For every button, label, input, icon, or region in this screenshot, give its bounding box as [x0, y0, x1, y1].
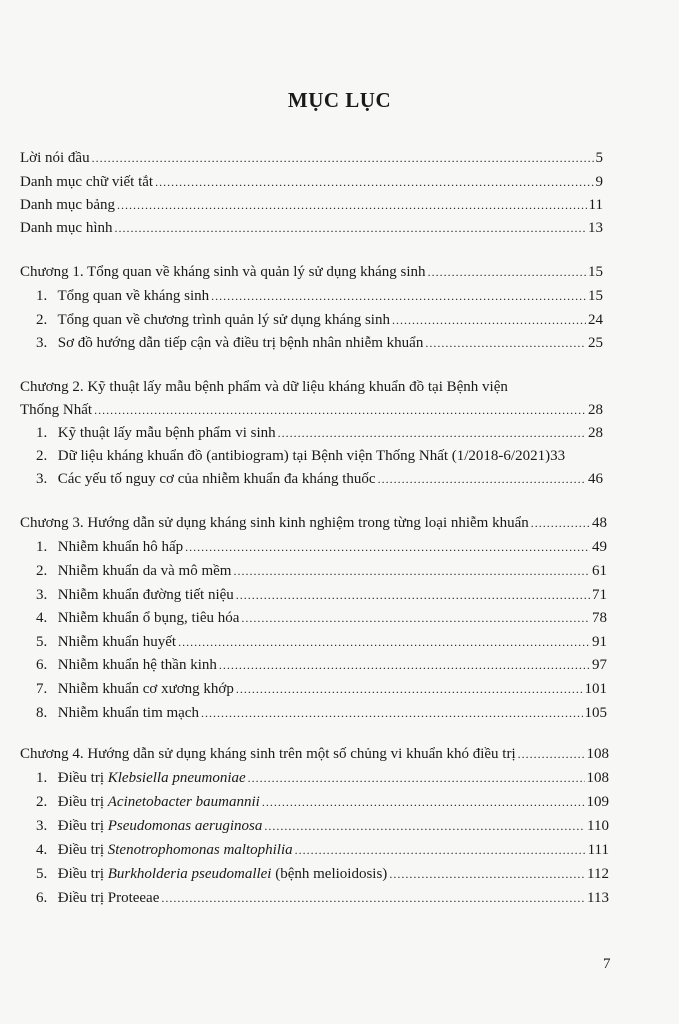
leader-dots — [278, 423, 586, 443]
item-number: 5. — [36, 866, 48, 882]
toc-label-prefix: Điều trị — [57, 866, 104, 882]
leader-dots — [531, 513, 590, 533]
item-number: 2. — [36, 448, 48, 464]
leader-dots — [211, 286, 586, 306]
toc-label: Danh mục chữ viết tắt — [20, 174, 154, 190]
toc-page: 33 — [550, 448, 566, 464]
toc-page: 15 — [588, 264, 603, 280]
toc-entry-ch4-3[interactable] — [36, 816, 609, 836]
toc-page: 110 — [587, 818, 609, 834]
toc-label-species: Acinetobacter baumannii — [107, 794, 260, 810]
toc-label: Dữ liệu kháng khuẩn đồ (antibiogram) tại Bệnh viện Thống Nhất (1/2018-6/2021) — [57, 448, 551, 464]
toc-label: Chương 1. Tổng quan về kháng sinh và quản lý sử dụng kháng sinh — [20, 264, 426, 280]
leader-dots — [241, 608, 590, 628]
toc-label: Nhiễm khuẩn hệ thần kinh — [57, 657, 217, 673]
toc-page: 11 — [588, 197, 603, 213]
toc-page: 101 — [584, 681, 607, 697]
toc-label: Tổng quan về kháng sinh — [57, 288, 210, 304]
toc-page: 5 — [595, 150, 603, 166]
toc-page: 113 — [587, 890, 609, 906]
toc-label-suffix: (bệnh melioidosis) — [275, 866, 388, 882]
item-number: 3. — [36, 335, 48, 351]
toc-label-prefix: Điều trị — [57, 842, 104, 858]
item-number: 2. — [36, 563, 48, 579]
toc-entry-front-1[interactable] — [20, 148, 603, 168]
toc-entry-front-2[interactable] — [20, 172, 603, 192]
toc-page: 28 — [588, 402, 603, 418]
toc-label: Thống Nhất — [20, 402, 93, 418]
toc-label: Nhiễm khuẩn da và mô mềm — [57, 563, 232, 579]
toc-entry-ch3-4[interactable] — [36, 608, 607, 628]
item-number: 3. — [36, 471, 48, 487]
toc-label: Sơ đồ hướng dẫn tiếp cận và điều trị bệnh nhân nhiễm khuẩn — [57, 335, 424, 351]
toc-label-prefix: Điều trị — [57, 794, 104, 810]
toc-chapter-1[interactable] — [20, 262, 603, 282]
toc-page: 111 — [587, 842, 609, 858]
toc-page: 28 — [588, 425, 603, 441]
toc-page: 25 — [588, 335, 603, 351]
toc-entry-ch1-1[interactable] — [36, 286, 603, 306]
leader-dots — [236, 679, 583, 699]
toc-page: 61 — [592, 563, 607, 579]
leader-dots — [219, 655, 590, 675]
toc-chapter-2-line1[interactable]: Chương 2. Kỹ thuật lấy mẫu bệnh phẩm và dữ liệu kháng khuẩn đồ tại Bệnh viện — [20, 379, 508, 395]
toc-entry-ch1-2[interactable] — [36, 310, 603, 330]
item-number: 1. — [36, 425, 48, 441]
toc-entry-ch4-5[interactable] — [36, 864, 609, 884]
leader-dots — [425, 333, 586, 353]
toc-label: Chương 3. Hướng dẫn sử dụng kháng sinh kinh nghiệm trong từng loại nhiễm khuẩn — [20, 515, 529, 531]
toc-entry-ch1-3[interactable] — [36, 333, 603, 353]
toc-chapter-2[interactable] — [20, 400, 603, 420]
toc-page: 78 — [592, 610, 607, 626]
toc-entry-front-3[interactable] — [20, 195, 603, 215]
toc-entry-ch4-1[interactable] — [36, 768, 609, 788]
toc-page: 112 — [587, 866, 609, 882]
toc-entry-ch2-3[interactable] — [36, 469, 603, 489]
toc-label: Các yếu tố nguy cơ của nhiễm khuẩn đa kháng thuốc — [57, 471, 376, 487]
leader-dots — [233, 561, 590, 581]
toc-page: 109 — [586, 794, 609, 810]
item-number: 3. — [36, 818, 48, 834]
toc-chapter-4[interactable] — [20, 744, 609, 764]
toc-entry-ch3-1[interactable] — [36, 537, 607, 557]
item-number: 4. — [36, 842, 48, 858]
toc-label: Nhiễm khuẩn cơ xương khớp — [57, 681, 234, 697]
toc-label-prefix: Điều trị — [57, 818, 104, 834]
toc-page: 24 — [588, 312, 603, 328]
item-number: 1. — [36, 539, 48, 555]
toc-label-species: Stenotrophomonas maltophilia — [107, 842, 293, 858]
leader-dots — [389, 864, 585, 884]
toc-label: Lời nói đầu — [20, 150, 90, 166]
leader-dots — [117, 195, 587, 215]
toc-label: Nhiễm khuẩn ổ bụng, tiêu hóa — [57, 610, 240, 626]
leader-dots — [155, 172, 593, 192]
toc-entry-ch3-5[interactable] — [36, 632, 607, 652]
toc-label-species: Burkholderia pseudomallei — [107, 866, 272, 882]
leader-dots — [92, 148, 594, 168]
toc-entry-ch3-3[interactable] — [36, 585, 607, 605]
leader-dots — [178, 632, 590, 652]
toc-entry-ch4-6[interactable] — [36, 888, 609, 908]
toc-page: 108 — [586, 770, 609, 786]
toc-page: 9 — [595, 174, 603, 190]
item-number: 1. — [36, 288, 48, 304]
toc-page: 13 — [588, 220, 603, 236]
toc-label: Điều trị Proteeae — [57, 890, 160, 906]
toc-page: 71 — [592, 587, 607, 603]
toc-entry-ch3-7[interactable] — [36, 679, 607, 699]
leader-dots — [392, 310, 586, 330]
leader-dots — [295, 840, 586, 860]
item-number: 6. — [36, 890, 48, 906]
toc-chapter-3[interactable] — [20, 513, 607, 533]
toc-page: 48 — [592, 515, 607, 531]
leader-dots — [236, 585, 590, 605]
toc-label: Nhiễm khuẩn hô hấp — [57, 539, 184, 555]
toc-label: Chương 4. Hướng dẫn sử dụng kháng sinh trên một số chủng vi khuẩn khó điều trị — [20, 746, 516, 762]
leader-dots — [264, 816, 585, 836]
toc-label: Kỹ thuật lấy mẫu bệnh phẩm vi sinh — [57, 425, 276, 441]
item-number: 5. — [36, 634, 48, 650]
toc-label-species: Klebsiella pneumoniae — [107, 770, 246, 786]
toc-label-species: Pseudomonas aeruginosa — [107, 818, 263, 834]
item-number: 1. — [36, 770, 48, 786]
leader-dots — [248, 768, 585, 788]
toc-page: 91 — [592, 634, 607, 650]
leader-dots — [201, 703, 583, 723]
toc-page: 46 — [588, 471, 603, 487]
toc-entry-ch3-8[interactable] — [36, 703, 607, 723]
item-number: 4. — [36, 610, 48, 626]
toc-label: Danh mục bảng — [20, 197, 115, 213]
toc-page: 97 — [592, 657, 607, 673]
toc-label: Tổng quan về chương trình quản lý sử dụng kháng sinh — [57, 312, 390, 328]
toc-entry-ch2-2[interactable] — [36, 446, 617, 466]
leader-dots — [114, 218, 586, 238]
page-number: 7 — [603, 956, 611, 972]
leader-dots — [94, 400, 586, 420]
toc-page: 105 — [584, 705, 607, 721]
toc-entry-front-4[interactable] — [20, 218, 603, 238]
item-number: 2. — [36, 794, 48, 810]
toc-entry-ch3-2[interactable] — [36, 561, 607, 581]
leader-dots — [518, 744, 585, 764]
toc-label: Danh mục hình — [20, 220, 113, 236]
item-number: 2. — [36, 312, 48, 328]
item-number: 7. — [36, 681, 48, 697]
leader-dots — [161, 888, 585, 908]
leader-dots — [378, 469, 586, 489]
toc-label: Nhiễm khuẩn tim mạch — [57, 705, 199, 721]
toc-label: Nhiễm khuẩn huyết — [57, 634, 177, 650]
leader-dots — [185, 537, 590, 557]
item-number: 8. — [36, 705, 48, 721]
toc-entry-ch2-1[interactable] — [36, 423, 603, 443]
page-title: MỤC LỤC — [287, 88, 392, 112]
toc-page: 49 — [592, 539, 607, 555]
leader-dots — [428, 262, 586, 282]
toc-label: Nhiễm khuẩn đường tiết niệu — [57, 587, 234, 603]
toc-label-prefix: Điều trị — [57, 770, 104, 786]
item-number: 6. — [36, 657, 48, 673]
toc-entry-ch4-2[interactable] — [36, 792, 609, 812]
toc-page: 15 — [588, 288, 603, 304]
toc-page: 108 — [586, 746, 609, 762]
item-number: 3. — [36, 587, 48, 603]
toc-entry-ch4-4[interactable] — [36, 840, 609, 860]
toc-entry-ch3-6[interactable] — [36, 655, 607, 675]
leader-dots — [262, 792, 585, 812]
